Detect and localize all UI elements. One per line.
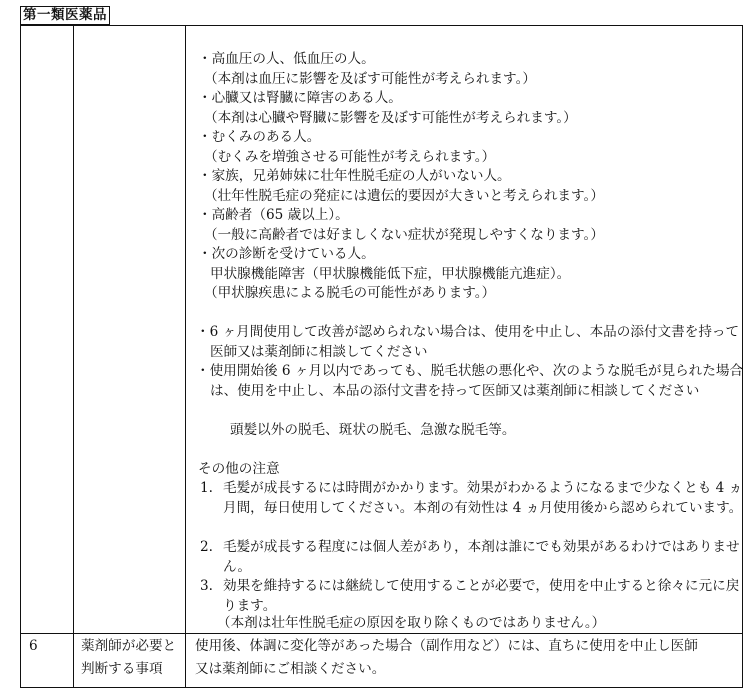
note-number: 2. — [200, 539, 213, 555]
document-table — [20, 25, 743, 688]
condition-note: （本剤は血圧に影響を及ぼす可能性が考えられます。） — [204, 71, 536, 87]
note-number: 3. — [200, 578, 213, 594]
consult-sub: 頭髪以外の脱毛、斑状の脱毛、急激な脱毛等。 — [230, 422, 516, 438]
condition-sub: 甲状腺機能障害（甲状腺機能低下症，甲状腺機能亢進症）。 — [210, 266, 571, 282]
note-text: 効果を維持するには継続して使用することが必要で，使用を中止すると徐々に元に戻ります。 — [223, 578, 740, 614]
condition-bullet: ・家族，兄弟姉妹に壮年性脱毛症の人がいない人。 — [198, 168, 511, 184]
row-label-line1: 薬剤師が必要と — [81, 638, 177, 654]
row-content-line1: 使用後、体調に変化等があった場合（副作用など）には、直ちに使用を中止し医師 — [195, 638, 698, 654]
condition-note: （本剤は心臓や腎臓に影響を及ぼす可能性が考えられます。） — [204, 110, 577, 126]
other-notes-final: （本剤は壮年性脱毛症の原因を取り除くものではありません。） — [217, 615, 606, 631]
other-notes-heading: その他の注意 — [198, 461, 280, 477]
row-label-line2: 判断する事項 — [81, 661, 163, 677]
condition-note: （壮年性脱毛症の発症には遺伝的要因が大きいと考えられます。） — [204, 188, 604, 204]
category-label: 第一類医薬品 — [20, 6, 110, 25]
condition-bullet: ・高齢者（65 歳以上）。 — [198, 207, 349, 223]
condition-bullet: ・むくみのある人。 — [198, 129, 321, 145]
column-divider-2 — [185, 26, 186, 687]
row-number: 6 — [29, 638, 38, 654]
consult-item: ・使用開始後 6 ヶ月以内であっても、脱毛状態の悪化や、次のような脱毛が見られた場合は、使用を中止し、本品の添付文書を持って医師又は薬剤師に相談してください — [196, 363, 744, 399]
condition-bullet: ・高血圧の人、低血圧の人。 — [198, 51, 375, 67]
condition-note: （甲状腺疾患による脱毛の可能性があります。） — [204, 285, 496, 301]
condition-note: （一般に高齢者では好ましくない症状が発現しやすくなります。） — [204, 227, 604, 243]
column-divider-1 — [73, 26, 74, 687]
note-text: 毛髪が成長するには時間がかかります。効果がわかるようになるまで少なくとも 4 ヵ月間，毎日使用してください。本剤の有効性は 4 ヵ月使用後から認められています。 — [223, 480, 743, 516]
note-number: 1. — [200, 480, 213, 496]
note-text: 毛髪が成長する程度には個人差があり，本剤は誰にでも効果があるわけではありません。 — [223, 539, 740, 575]
condition-bullet: ・心臓又は腎臓に障害のある人。 — [198, 90, 402, 106]
condition-note: （むくみを増強させる可能性が考えられます。） — [204, 149, 496, 165]
row-content-line2: 又は薬剤師にご相談ください。 — [195, 661, 386, 677]
consult-item: ・6 ヶ月間使用して改善が認められない場合は、使用を中止し、本品の添付文書を持って医師又は薬剤師に相談してください — [196, 324, 740, 360]
condition-bullet: ・次の診断を受けている人。 — [198, 246, 375, 262]
